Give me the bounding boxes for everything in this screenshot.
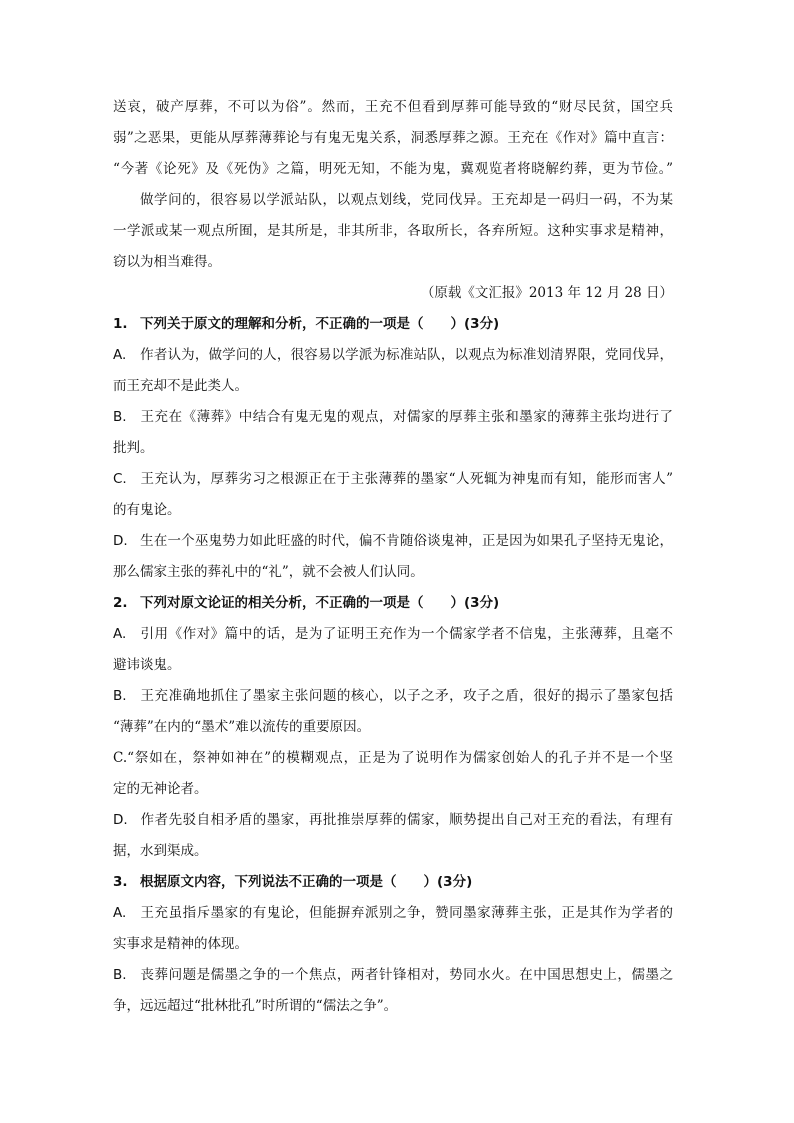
option-1d-cont: 那么儒家主张的葬礼中的“礼”，就不会被人们认同。 — [113, 564, 424, 580]
option-2d-cont: 据，水到渠成。 — [113, 843, 208, 859]
option-letter: A. — [113, 905, 127, 921]
option-text: 王充认为，厚葬劣习之根源正在于主张薄葬的墨家“人死辄为神鬼而有知，能形而害人” — [140, 471, 673, 487]
option-1d — [113, 531, 673, 551]
option-2b — [113, 686, 673, 706]
question-3-stem — [113, 872, 673, 892]
option-1a — [113, 345, 673, 365]
option-2d — [113, 810, 673, 830]
option-2a-cont: 避讳谈鬼。 — [113, 657, 181, 673]
passage-line: 窃以为相当难得。 — [113, 254, 221, 270]
passage-line: 一学派或某一观点所囿，是其所是，非其所非，各取所长，各弃所短。这种实事求是精神， — [113, 223, 673, 239]
passage-line: “今著《论死》及《死伪》之篇，明死无知，不能为鬼，冀观览者将晓解约葬，更为节俭。” — [113, 161, 673, 177]
option-1b — [113, 407, 673, 427]
option-text: 作者先驳自相矛盾的墨家，再批推崇厚葬的儒家，顺势提出自己对王充的看法，有理有 — [140, 812, 673, 828]
option-text: 引用《作对》篇中的话，是为了证明王充作为一个儒家学者不信鬼，主张薄葬，且毫不 — [140, 626, 673, 642]
option-2b-cont: “薄葬”在内的“墨术”难以流传的重要原因。 — [113, 719, 371, 735]
passage-line: 弱”之恶果，更能从厚葬薄葬论与有鬼无鬼关系，洞悉厚葬之源。王充在《作对》篇中直言： — [113, 130, 673, 146]
question-text: 下列关于原文的理解和分析，不正确的一项是（ ）(3分) — [140, 316, 500, 332]
option-3a — [113, 903, 673, 923]
option-letter: A. — [113, 626, 127, 642]
option-2c — [113, 748, 673, 768]
option-1c — [113, 469, 673, 489]
option-3b-cont: 争，远远超过“批林批孔”时所谓的“儒法之争”。 — [113, 998, 398, 1014]
option-3a-cont: 实事求是精神的体现。 — [113, 936, 248, 952]
option-text: 丧葬问题是儒墨之争的一个焦点，两者针锋相对，势同水火。在中国思想史上，儒墨之 — [140, 967, 673, 983]
question-number: 2. — [113, 595, 128, 611]
option-text: 王充虽指斥墨家的有鬼论，但能摒弃派别之争，赞同墨家薄葬主张，正是其作为学者的 — [140, 905, 673, 921]
question-2-stem — [113, 593, 673, 613]
option-letter: C. — [113, 750, 128, 766]
option-text: 王充在《薄葬》中结合有鬼无鬼的观点，对儒家的厚葬主张和墨家的薄葬主张均进行了 — [140, 409, 673, 425]
option-text: 生在一个巫鬼势力如此旺盛的时代，偏不肯随俗谈鬼神，正是因为如果孔子坚持无鬼论， — [140, 533, 673, 549]
option-letter: D. — [113, 533, 128, 549]
option-letter: A. — [113, 347, 127, 363]
option-1a-cont: 而王充却不是此类人。 — [113, 378, 248, 394]
passage-source: （原载《文汇报》2013 年 12 月 28 日） — [420, 285, 673, 301]
option-text: “祭如在，祭神如神在”的模糊观点，正是为了说明作为儒家创始人的孔子并不是一个坚 — [127, 750, 673, 766]
option-letter: C. — [113, 471, 127, 487]
question-number: 1. — [113, 316, 128, 332]
question-text: 下列对原文论证的相关分析，不正确的一项是（ ）(3分) — [140, 595, 500, 611]
option-letter: B. — [113, 967, 127, 983]
option-1c-cont: 的有鬼论。 — [113, 502, 181, 518]
option-text: 作者认为，做学问的人，很容易以学派为标准站队，以观点为标准划清界限，党同伐异， — [140, 347, 673, 363]
question-number: 3. — [113, 874, 128, 890]
option-2a — [113, 624, 673, 644]
passage-line: 做学问的，很容易以学派站队，以观点划线，党同伐异。王充却是一码归一码，不为某 — [140, 192, 673, 208]
option-2c-cont: 定的无神论者。 — [113, 781, 208, 797]
option-3b — [113, 965, 673, 985]
question-text: 根据原文内容，下列说法不正确的一项是（ ）(3分) — [140, 874, 473, 890]
option-letter: D. — [113, 812, 128, 828]
option-letter: B. — [113, 688, 127, 704]
option-1b-cont: 批判。 — [113, 440, 154, 456]
option-letter: B. — [113, 409, 127, 425]
option-text: 王充准确地抓住了墨家主张问题的核心，以子之矛，攻子之盾，很好的揭示了墨家包括 — [140, 688, 673, 704]
passage-line: 送哀，破产厚葬，不可以为俗”。然而，王充不但看到厚葬可能导致的“财尽民贫，国空兵 — [113, 99, 673, 115]
question-1-stem — [113, 314, 673, 334]
